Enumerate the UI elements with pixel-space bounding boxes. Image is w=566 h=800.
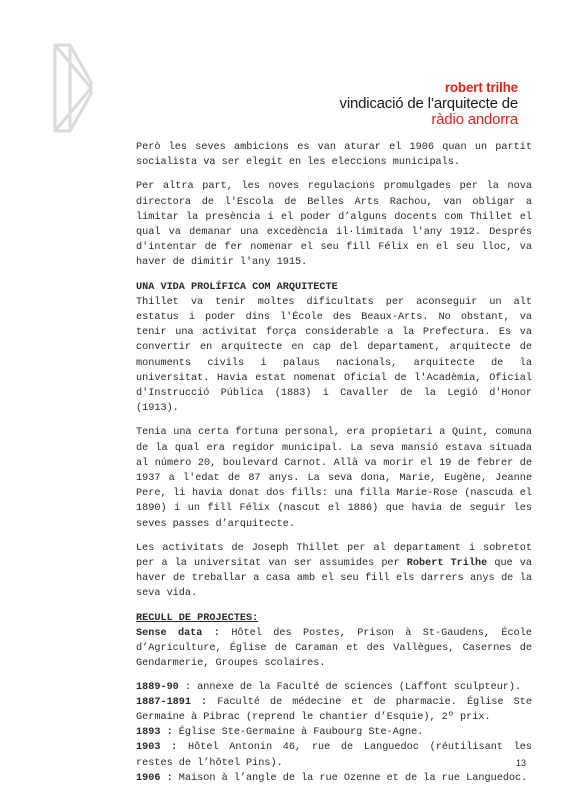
logo-icon <box>52 42 94 134</box>
document-title-line1: vindicació de l’arquitecte de <box>339 95 518 112</box>
highlighted-name: Robert Trilhe <box>406 558 488 570</box>
document-title-line2: ràdio andorra <box>431 111 518 128</box>
item-value: Hôtel Antonin 46, rue de Languedoc (réutilisant les restes de l’hôtel Pins). <box>136 742 533 769</box>
paragraph <box>136 541 532 602</box>
paragraph-text: Les activitats de Joseph Thillet per al departament i sobretot per a la universitat van ser assumides per <box>136 542 532 570</box>
item-key: 1893 : <box>136 727 173 739</box>
section-heading: RECULL DE PROJECTES: <box>136 612 259 624</box>
item-key: 1889-90 <box>136 681 179 693</box>
paragraph: Tenia una certa fortuna personal, era propietari a Quint, comuna de la qual era regidor municipal. La seva mansió estava situada al número 20, boulevard Carnot. Allà va morir el 19 de febrer de 1937 a l'edat de 87 anys. La seva dona, Marie, Eugène, Jeanne Pere, li havia donat dos fills: una filla Marie-Rose (nascuda el 1890) i un fill Félix (nascut el 1886) que havia de seguir les seves passes d’arquitecte. <box>136 427 532 530</box>
paragraph: Però les seves ambicions es van aturar el 1906 quan un partit socialista va ser elegit en les eleccions municipals. <box>136 142 532 169</box>
item-key: Sense data : <box>136 627 220 639</box>
projects-list <box>136 626 532 786</box>
paragraph-text: que va haver de treballar a casa amb el seu fill els darrers anys de la seva vida. <box>136 558 532 600</box>
document-header <box>340 80 518 128</box>
paragraph: Per altra part, les noves regulacions promulgades per la nova directora de l'Escola de Belles Arts Rachou, van obligar a limitar la presència i el poder d’alguns docents com Thillet el qual va demanar una excedència il·limitada l'any 1912. Després d'intentar de fer nomenar el seu fill Félix en el seu lloc, va haver de dimitir l'any 1915. <box>136 181 532 269</box>
list-item <box>136 725 532 740</box>
item-key: 1906 : <box>136 772 173 784</box>
item-value: Maison à l’angle de la rue Ozenne et de la rue Languedoc. <box>172 772 528 784</box>
page-body <box>136 140 532 786</box>
item-key: 1903 : <box>136 742 178 754</box>
list-item <box>136 680 532 695</box>
item-value: Église Ste-Germaine à Faubourg Ste-Agne. <box>172 727 424 739</box>
list-item <box>136 771 532 786</box>
section-heading: UNA VIDA PROLÍFICA COM ARQUITECTE <box>136 281 338 293</box>
item-value: Hôtel des Postes, Prison à St-Gaudens, École d’Agriculture, Église de Caraman et des Vallègues, Casernes de Gendarmerie, Groupes scolaires. <box>136 627 532 670</box>
item-value: Faculté de médecine et de pharmacie. Église Ste Germaine à Pibrac (reprend le chantier d’Esquie), 2º prix. <box>136 696 532 723</box>
page-number: 13 <box>515 758 526 768</box>
list-item <box>136 695 532 725</box>
paragraph: Thillet va tenir moltes dificultats per aconseguir un alt estatus i poder dins l'École des Beaux-Arts. No obstant, va tenir una activitat força considerable a la Prefectura. Es va convertir en arquitecte en cap del departament, arquitecte de monuments civils i palaus nacionals, arquitecte de la universitat. Havia estat nomenat Oficial de l'Acadèmia, Oficial d'Instrucció Pública (1883) i Cavaller de la Legió d'Honor (1913). <box>136 296 532 415</box>
item-key: 1887-1891 : <box>136 696 208 708</box>
list-item <box>136 740 532 770</box>
item-value: : annexe de la Faculté de sciences (Laffont sculpteur). <box>178 681 522 693</box>
list-item <box>136 626 532 672</box>
author-name: robert trilhe <box>444 80 518 95</box>
